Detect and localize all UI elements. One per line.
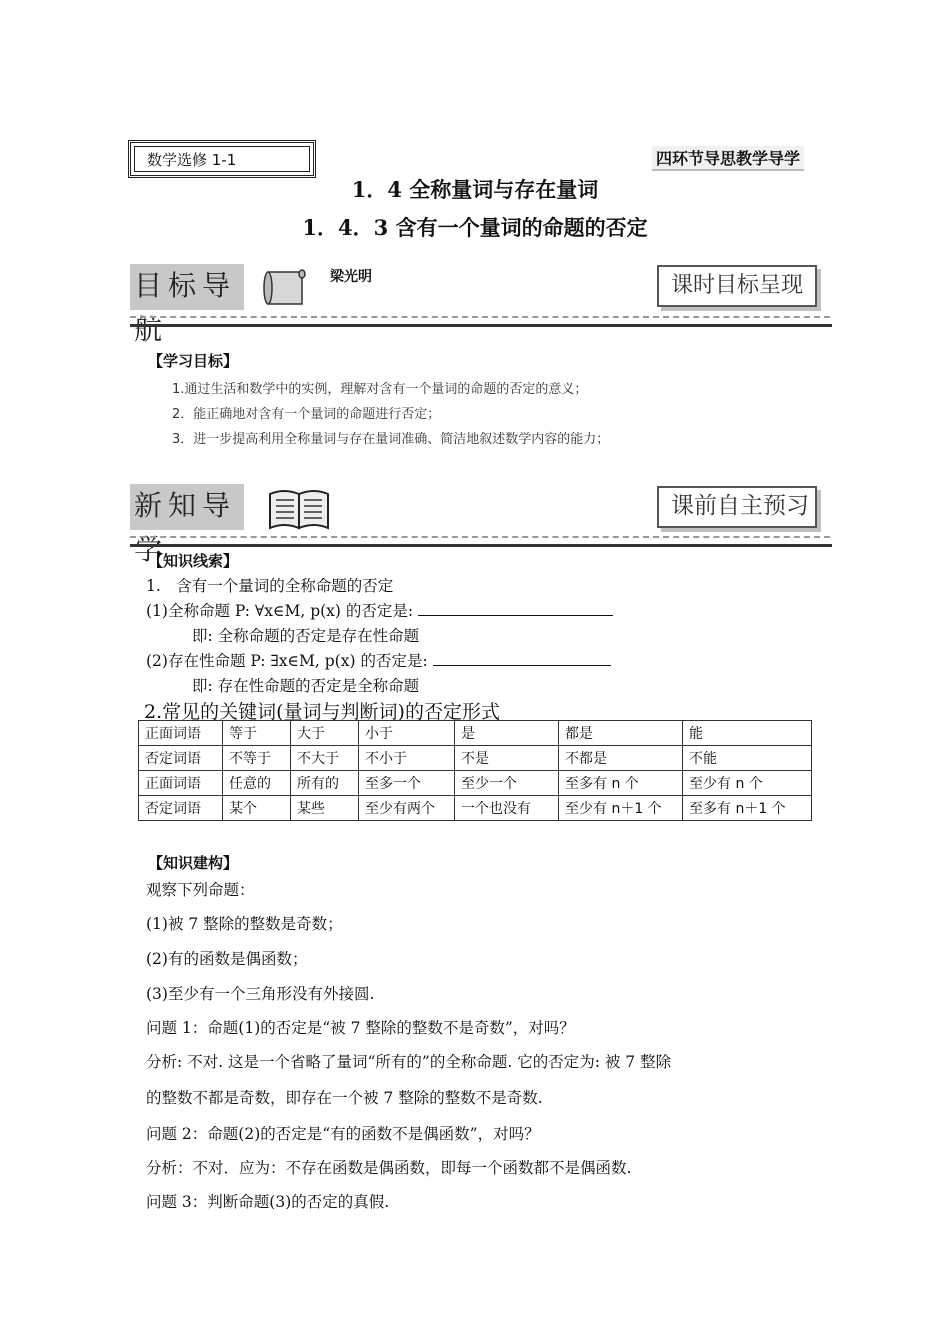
table-cell: 不小于 <box>359 746 455 771</box>
table-cell: 大于 <box>291 721 359 746</box>
table-cell: 至多一个 <box>359 771 455 796</box>
row-header-cell: 否定词语 <box>139 796 223 821</box>
table-cell: 所有的 <box>291 771 359 796</box>
paragraph: 观察下列命题： <box>146 881 255 899</box>
table-cell: 不是 <box>455 746 559 771</box>
paragraph: 分析：不对．应为：不存在函数是偶函数，即每一个函数都不是偶函数. <box>146 1159 632 1177</box>
lesson-title: 1．4 全称量词与存在量词 <box>351 177 599 202</box>
build-heading: 【知识建构】 <box>148 854 239 872</box>
table-cell: 等于 <box>223 721 291 746</box>
series-label: 四环节导思教学导学 <box>652 146 804 171</box>
scroll-icon <box>262 268 306 314</box>
divider <box>130 324 832 327</box>
paragraph: (2)有的函数是偶函数； <box>146 950 308 968</box>
clue-text: (2)存在性命题 P: ∃x∈M, p(x) 的否定是: <box>146 652 428 670</box>
table-row <box>139 746 812 771</box>
section-banner-goals: 目标导航 <box>130 264 244 310</box>
table-cell: 任意的 <box>223 771 291 796</box>
lesson-subtitle: 1．4．3 含有一个量词的命题的否定 <box>302 215 648 240</box>
goal-item: 3．进一步提高利用全称量词与存在量词准确、简洁地叙述数学内容的能力； <box>172 432 610 447</box>
clue-item: 1. 含有一个量词的全称命题的否定 <box>146 577 394 595</box>
table-cell: 是 <box>455 721 559 746</box>
table-cell: 至多有 n 个 <box>559 771 683 796</box>
table-cell: 不都是 <box>559 746 683 771</box>
paragraph: (1)被 7 整除的整数是奇数； <box>146 915 343 933</box>
row-header-cell: 正面词语 <box>139 771 223 796</box>
clue-heading: 【知识线索】 <box>148 552 239 570</box>
section-banner-new: 新知导学 <box>130 484 244 530</box>
clue-text: (1)全称命题 P: ∀x∈M, p(x) 的否定是: <box>146 602 414 620</box>
table-cell: 至少有两个 <box>359 796 455 821</box>
table-cell: 一个也没有 <box>455 796 559 821</box>
paragraph: (3)至少有一个三角形没有外接圆. <box>146 985 375 1003</box>
table-row <box>139 721 812 746</box>
clue-note: 即: 全称命题的否定是存在性命题 <box>192 627 420 645</box>
table-row <box>139 796 812 821</box>
table-cell: 至少有 n 个 <box>683 771 812 796</box>
author-name: 梁光明 <box>330 269 372 285</box>
table-cell: 不大于 <box>291 746 359 771</box>
divider <box>130 536 830 538</box>
goal-item: 1.通过生活和数学中的实例，理解对含有一个量词的命题的否定的意义； <box>172 382 588 397</box>
table-cell: 至多有 n＋1 个 <box>683 796 812 821</box>
paragraph: 问题 1：命题(1)的否定是“被 7 整除的整数不是奇数”，对吗？ <box>146 1019 575 1037</box>
subject-box: 数学选修 1-1 <box>128 140 316 178</box>
table-cell: 至少一个 <box>455 771 559 796</box>
clue-item <box>146 599 613 621</box>
row-header-cell: 正面词语 <box>139 721 223 746</box>
paragraph: 问题 2：命题(2)的否定是“有的函数不是偶函数”，对吗？ <box>146 1125 540 1143</box>
table-cell: 都是 <box>559 721 683 746</box>
paragraph: 分析: 不对. 这是一个省略了量词“所有的”的全称命题. 它的否定为: 被 7 整除 <box>146 1053 672 1071</box>
paragraph: 问题 3：判断命题(3)的否定的真假. <box>146 1193 390 1211</box>
table-cell: 能 <box>683 721 812 746</box>
divider <box>130 316 830 318</box>
goal-item: 2．能正确地对含有一个量词的命题进行否定； <box>172 407 441 422</box>
section-tag-preview: 课前自主预习 <box>657 486 817 528</box>
table-title: 2.常见的关键词(量词与判断词)的否定形式 <box>144 701 500 723</box>
answer-blank[interactable] <box>433 651 611 666</box>
clue-item <box>146 649 611 671</box>
table-cell: 某个 <box>223 796 291 821</box>
divider <box>130 544 832 547</box>
keyword-table <box>138 720 812 821</box>
table-cell: 至少有 n＋1 个 <box>559 796 683 821</box>
clue-note: 即: 存在性命题的否定是全称命题 <box>192 677 420 695</box>
open-book-icon <box>266 486 332 536</box>
section-tag-goals: 课时目标呈现 <box>657 265 817 307</box>
table-row <box>139 771 812 796</box>
table-cell: 不等于 <box>223 746 291 771</box>
table-cell: 某些 <box>291 796 359 821</box>
row-header-cell: 否定词语 <box>139 746 223 771</box>
paragraph: 的整数不都是奇数，即存在一个被 7 整除的整数不是奇数. <box>146 1089 543 1107</box>
table-cell: 小于 <box>359 721 455 746</box>
table-cell: 不能 <box>683 746 812 771</box>
goals-heading: 【学习目标】 <box>148 352 239 370</box>
answer-blank[interactable] <box>418 601 613 616</box>
